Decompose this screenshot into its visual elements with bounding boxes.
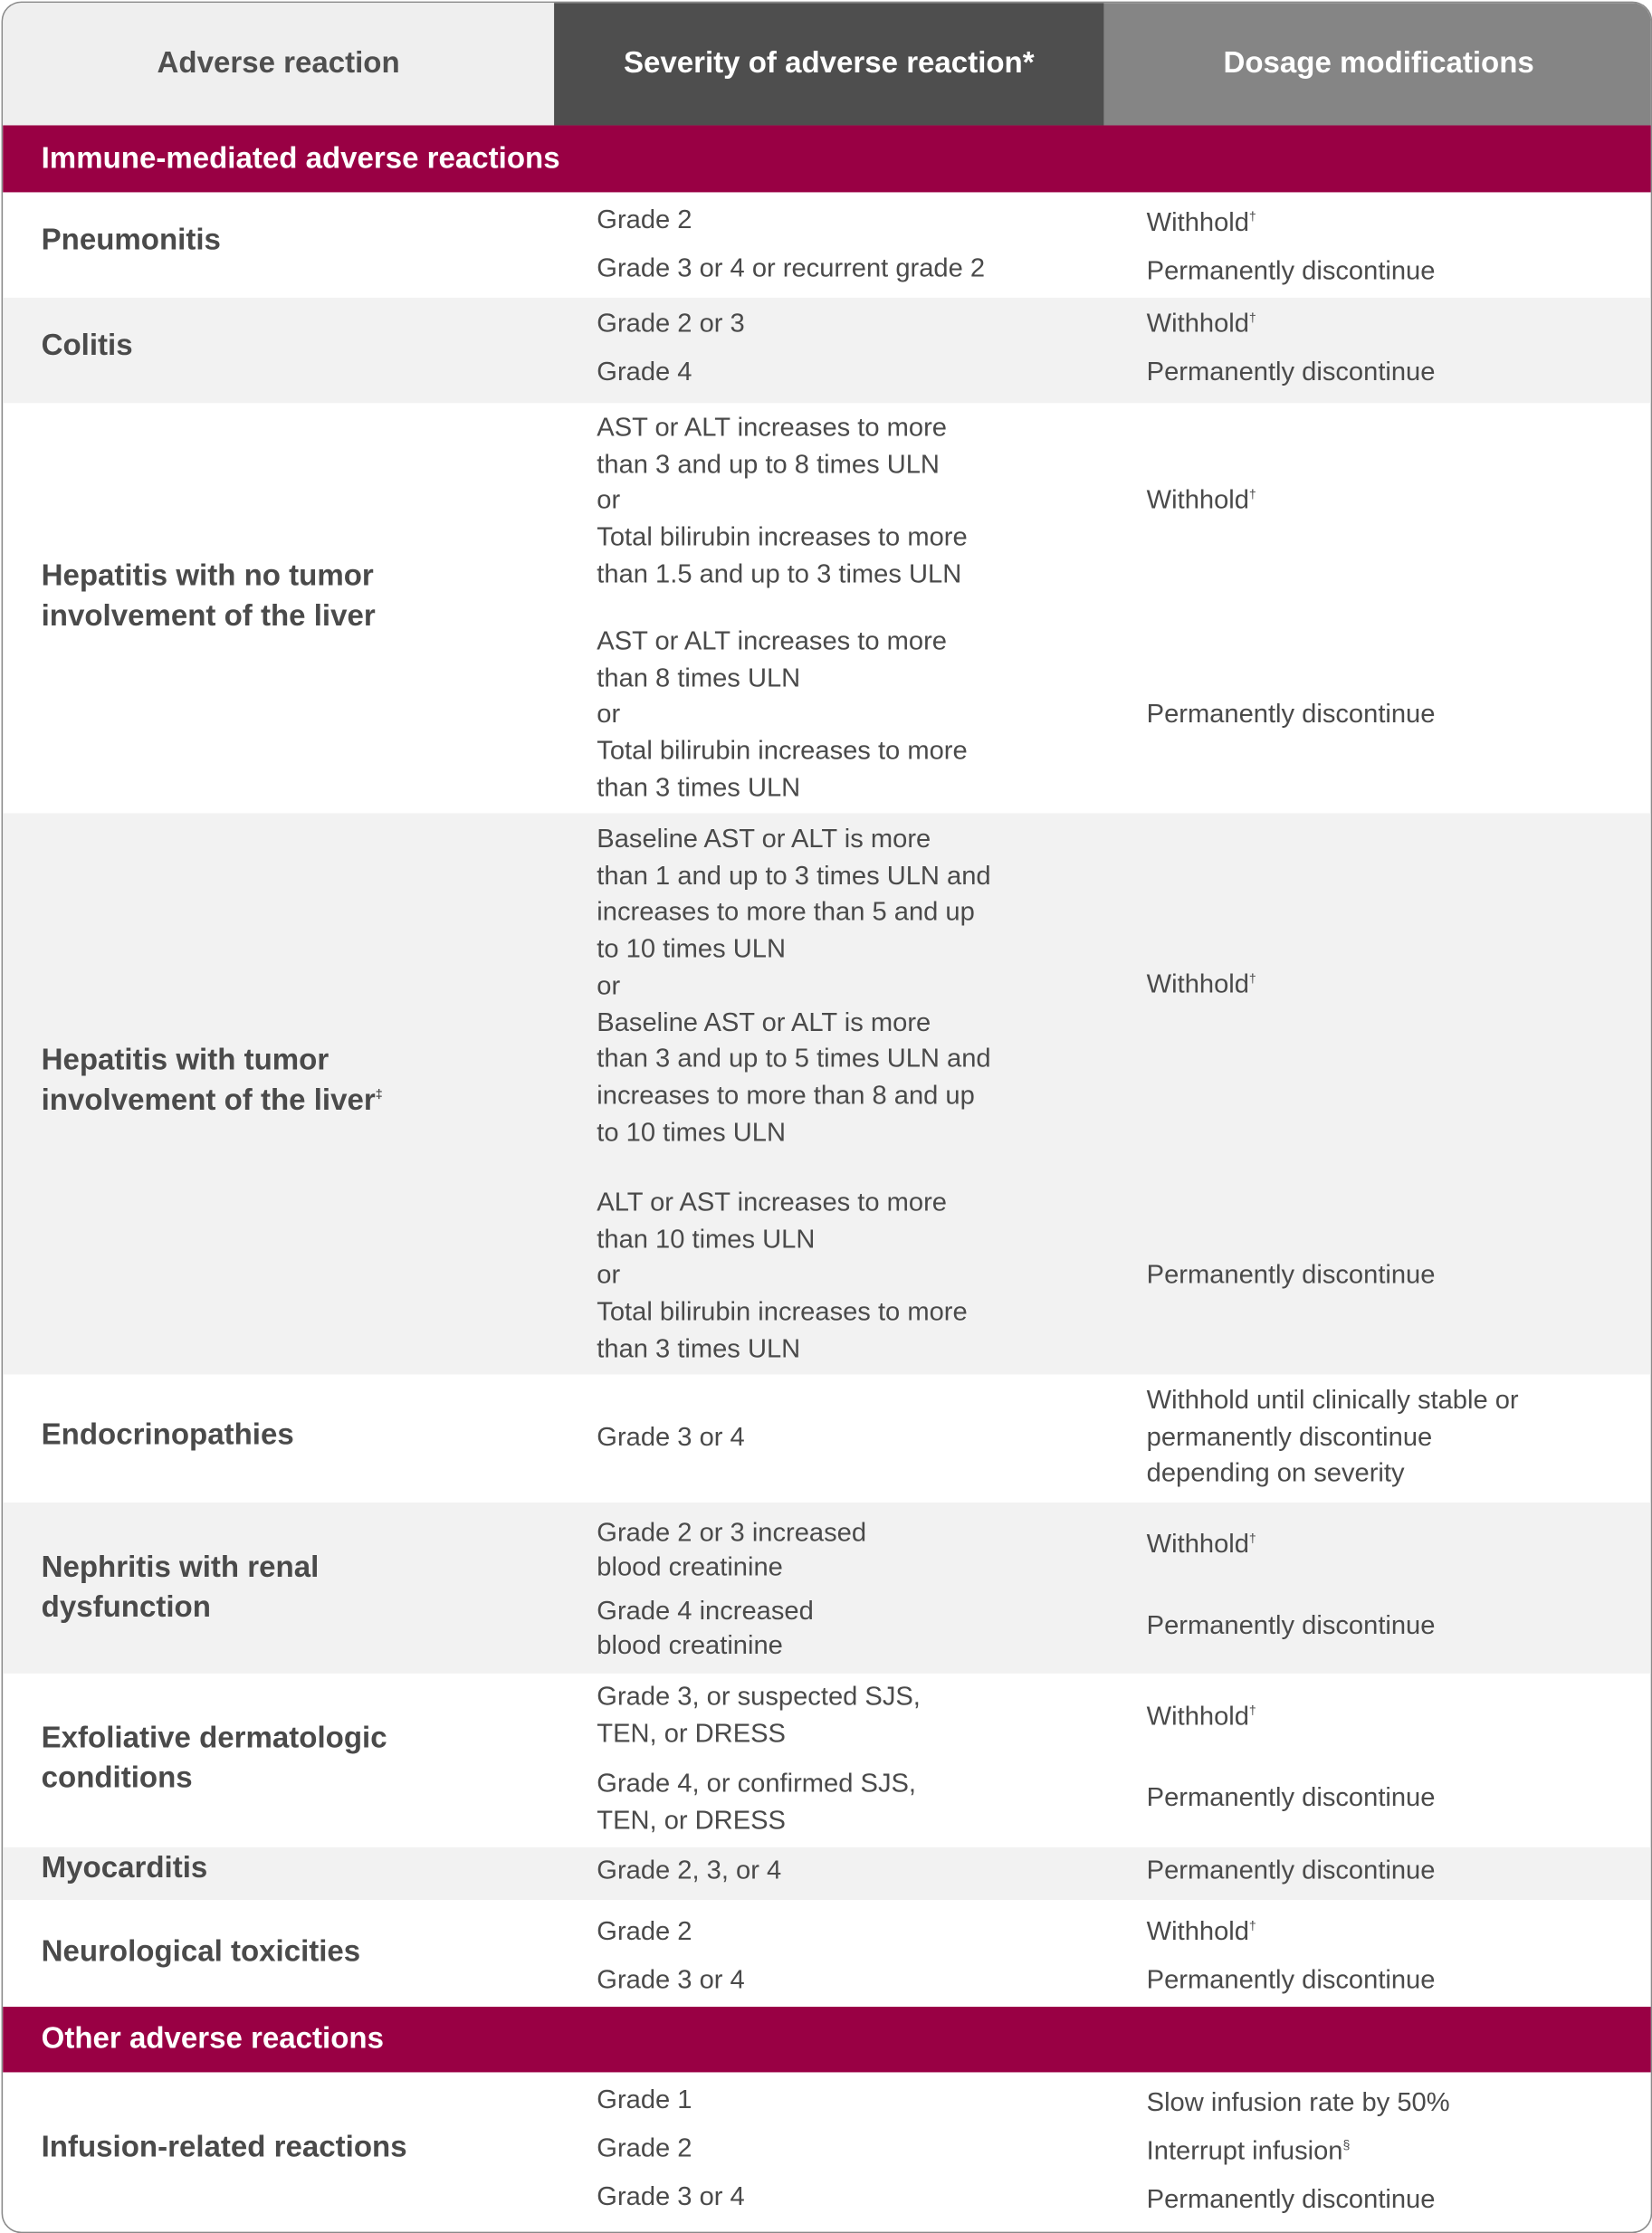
modification-text bbox=[1147, 1698, 1256, 1734]
modification-label: Withhold bbox=[1146, 1915, 1249, 1946]
header-severity: Severity of adverse reaction* bbox=[554, 3, 1103, 125]
severity-text: Grade 2 bbox=[597, 1915, 692, 1946]
footnote-mark: † bbox=[1248, 310, 1256, 325]
row-name-line: conditions bbox=[41, 1761, 193, 1795]
modification-text: Permanently discontinue bbox=[1146, 2183, 1436, 2214]
severity-line: Baseline AST or ALT is more bbox=[597, 1006, 931, 1036]
row-name-line: dysfunction bbox=[41, 1590, 211, 1624]
severity-line: or bbox=[597, 1259, 621, 1290]
severity-line: blood creatinine bbox=[597, 1629, 783, 1660]
row-name bbox=[42, 1719, 533, 1799]
severity-line: TEN, or DRESS bbox=[597, 1804, 786, 1835]
severity-line: AST or ALT increases to more bbox=[597, 625, 947, 655]
modification-line: depending on severity bbox=[1146, 1457, 1405, 1488]
footnote-mark: † bbox=[1248, 209, 1256, 224]
footnote-mark: § bbox=[1342, 2137, 1351, 2152]
severity-line: or bbox=[597, 484, 621, 515]
section-other-adverse: Other adverse reactions bbox=[3, 2007, 1652, 2072]
modification-text: Permanently discontinue bbox=[1146, 1781, 1436, 1812]
severity-line: TEN, or DRESS bbox=[597, 1717, 786, 1748]
row-name bbox=[42, 557, 533, 636]
severity-text: Grade 4 bbox=[597, 356, 692, 386]
table-row-hepatitis-tumor bbox=[3, 813, 1652, 1374]
severity-line: than 8 times ULN bbox=[597, 662, 801, 692]
severity-text: Grade 2 bbox=[597, 2132, 692, 2162]
modification-text bbox=[1147, 482, 1256, 518]
severity-line: ALT or AST increases to more bbox=[597, 1186, 947, 1217]
row-name-line: Nephritis with renal bbox=[41, 1551, 320, 1584]
severity-text: Grade 3 or 4 bbox=[597, 1421, 745, 1452]
modification-line: permanently discontinue bbox=[1146, 1420, 1433, 1451]
header-adverse-reaction: Adverse reaction bbox=[3, 3, 554, 125]
table-row-pneumonitis bbox=[3, 192, 1652, 297]
table-row-neurological bbox=[3, 1900, 1652, 2007]
row-name: Myocarditis bbox=[41, 1851, 208, 1885]
severity-line: than 3 times ULN bbox=[597, 771, 801, 802]
modification-label: Withhold bbox=[1146, 1528, 1249, 1559]
table-row-colitis bbox=[3, 298, 1652, 403]
severity-text: Grade 2, 3, or 4 bbox=[597, 1854, 782, 1885]
modification-text bbox=[1147, 1913, 1256, 1949]
row-name-line bbox=[42, 1081, 533, 1121]
modification-text bbox=[1147, 966, 1256, 1002]
section-immune-mediated: Immune-mediated adverse reactions bbox=[3, 125, 1652, 192]
severity-line: or bbox=[597, 698, 621, 729]
severity-line: AST or ALT increases to more bbox=[597, 411, 947, 442]
row-name-line: Exfoliative dermatologic bbox=[41, 1722, 387, 1755]
modification-text: Permanently discontinue bbox=[1146, 1609, 1436, 1640]
modification-text: Permanently discontinue bbox=[1146, 356, 1436, 386]
dosage-table bbox=[2, 2, 1652, 2233]
severity-block bbox=[597, 623, 967, 806]
severity-block bbox=[597, 820, 990, 1150]
row-name bbox=[42, 1548, 533, 1627]
severity-block bbox=[597, 409, 967, 592]
severity-text: Grade 2 bbox=[597, 204, 692, 234]
severity-line: than 3 and up to 5 times ULN and bbox=[597, 1043, 991, 1074]
severity-line: Grade 4 increased bbox=[597, 1595, 814, 1626]
modification-text: Permanently discontinue bbox=[1146, 1854, 1436, 1885]
row-name-line: Hepatitis with tumor bbox=[41, 1044, 329, 1077]
severity-line: than 1.5 and up to 3 times ULN bbox=[597, 558, 962, 588]
modification-text: Permanently discontinue bbox=[1146, 1963, 1436, 1994]
row-name-line: Hepatitis with no tumor bbox=[41, 559, 374, 593]
modification-text bbox=[1147, 1525, 1256, 1561]
table-row-infusion bbox=[3, 2072, 1652, 2231]
severity-line: to 10 times ULN bbox=[597, 1116, 787, 1147]
row-name-text: involvement of the liver bbox=[41, 1083, 376, 1117]
severity-line: than 3 and up to 8 times ULN bbox=[597, 448, 940, 479]
footnote-mark: † bbox=[1248, 1918, 1256, 1932]
table-row-exfoliative bbox=[3, 1674, 1652, 1847]
modification-line: Withhold until clinically stable or bbox=[1146, 1384, 1519, 1415]
modification-text bbox=[1147, 2133, 1351, 2169]
footnote-mark: † bbox=[1248, 486, 1256, 501]
modification-text: Permanently discontinue bbox=[1146, 1258, 1436, 1290]
severity-block bbox=[597, 1184, 967, 1367]
severity-text: Grade 3 or 4 or recurrent grade 2 bbox=[597, 252, 986, 282]
header-dosage-modifications: Dosage modifications bbox=[1103, 3, 1652, 125]
row-name: Colitis bbox=[41, 329, 133, 362]
row-name: Infusion-related reactions bbox=[41, 2130, 407, 2164]
modification-block bbox=[1147, 1381, 1519, 1491]
severity-text: Grade 2 or 3 bbox=[597, 307, 745, 338]
footnote-mark: † bbox=[1248, 1531, 1256, 1546]
row-name bbox=[42, 1041, 533, 1121]
severity-text: Grade 1 bbox=[597, 2084, 692, 2114]
severity-line: Grade 4, or confirmed SJS, bbox=[597, 1767, 917, 1798]
severity-text: Grade 3 or 4 bbox=[597, 1963, 745, 1994]
modification-text bbox=[1147, 204, 1256, 240]
severity-line: Total bilirubin increases to more bbox=[597, 735, 968, 766]
severity-line: than 10 times ULN bbox=[597, 1223, 816, 1254]
severity-line: Baseline AST or ALT is more bbox=[597, 823, 931, 854]
severity-line: blood creatinine bbox=[597, 1551, 783, 1581]
severity-block bbox=[597, 1678, 921, 1751]
severity-line: than 3 times ULN bbox=[597, 1332, 801, 1363]
row-name-line: involvement of the liver bbox=[41, 599, 376, 633]
footnote-mark: † bbox=[1248, 970, 1256, 986]
severity-line: Grade 2 or 3 increased bbox=[597, 1516, 867, 1547]
table-row-myocarditis bbox=[3, 1847, 1652, 1900]
severity-line: Total bilirubin increases to more bbox=[597, 1296, 968, 1327]
severity-block bbox=[597, 1515, 866, 1584]
modification-label: Withhold bbox=[1146, 483, 1249, 515]
severity-block bbox=[597, 1594, 813, 1663]
modification-text: Permanently discontinue bbox=[1146, 254, 1436, 285]
modification-label: Withhold bbox=[1146, 206, 1249, 237]
severity-line: increases to more than 8 and up bbox=[597, 1079, 975, 1110]
modification-text bbox=[1147, 305, 1256, 341]
table-row-hepatitis-no-tumor bbox=[3, 403, 1652, 813]
severity-line: Grade 3, or suspected SJS, bbox=[597, 1680, 921, 1711]
footnote-mark: † bbox=[1248, 1703, 1256, 1718]
modification-label: Withhold bbox=[1146, 968, 1249, 999]
modification-label: Interrupt infusion bbox=[1146, 2134, 1343, 2165]
table-row-nephritis bbox=[3, 1503, 1652, 1674]
severity-line: Total bilirubin increases to more bbox=[597, 521, 968, 552]
severity-line: increases to more than 5 and up bbox=[597, 896, 975, 927]
table-row-endocrinopathies bbox=[3, 1374, 1652, 1503]
row-name: Neurological toxicities bbox=[41, 1935, 361, 1969]
footnote-mark: ‡ bbox=[375, 1086, 383, 1102]
modification-text: Permanently discontinue bbox=[1146, 698, 1436, 729]
modification-text: Slow infusion rate by 50% bbox=[1146, 2086, 1450, 2117]
row-name: Endocrinopathies bbox=[41, 1418, 294, 1452]
modification-label: Withhold bbox=[1146, 1700, 1249, 1731]
severity-text: Grade 3 or 4 bbox=[597, 2181, 745, 2211]
severity-block bbox=[597, 1765, 916, 1838]
modification-label: Withhold bbox=[1146, 307, 1249, 338]
severity-line: or bbox=[597, 969, 621, 1000]
severity-line: to 10 times ULN bbox=[597, 932, 787, 963]
row-name: Pneumonitis bbox=[41, 224, 221, 257]
severity-line: than 1 and up to 3 times ULN and bbox=[597, 859, 991, 890]
